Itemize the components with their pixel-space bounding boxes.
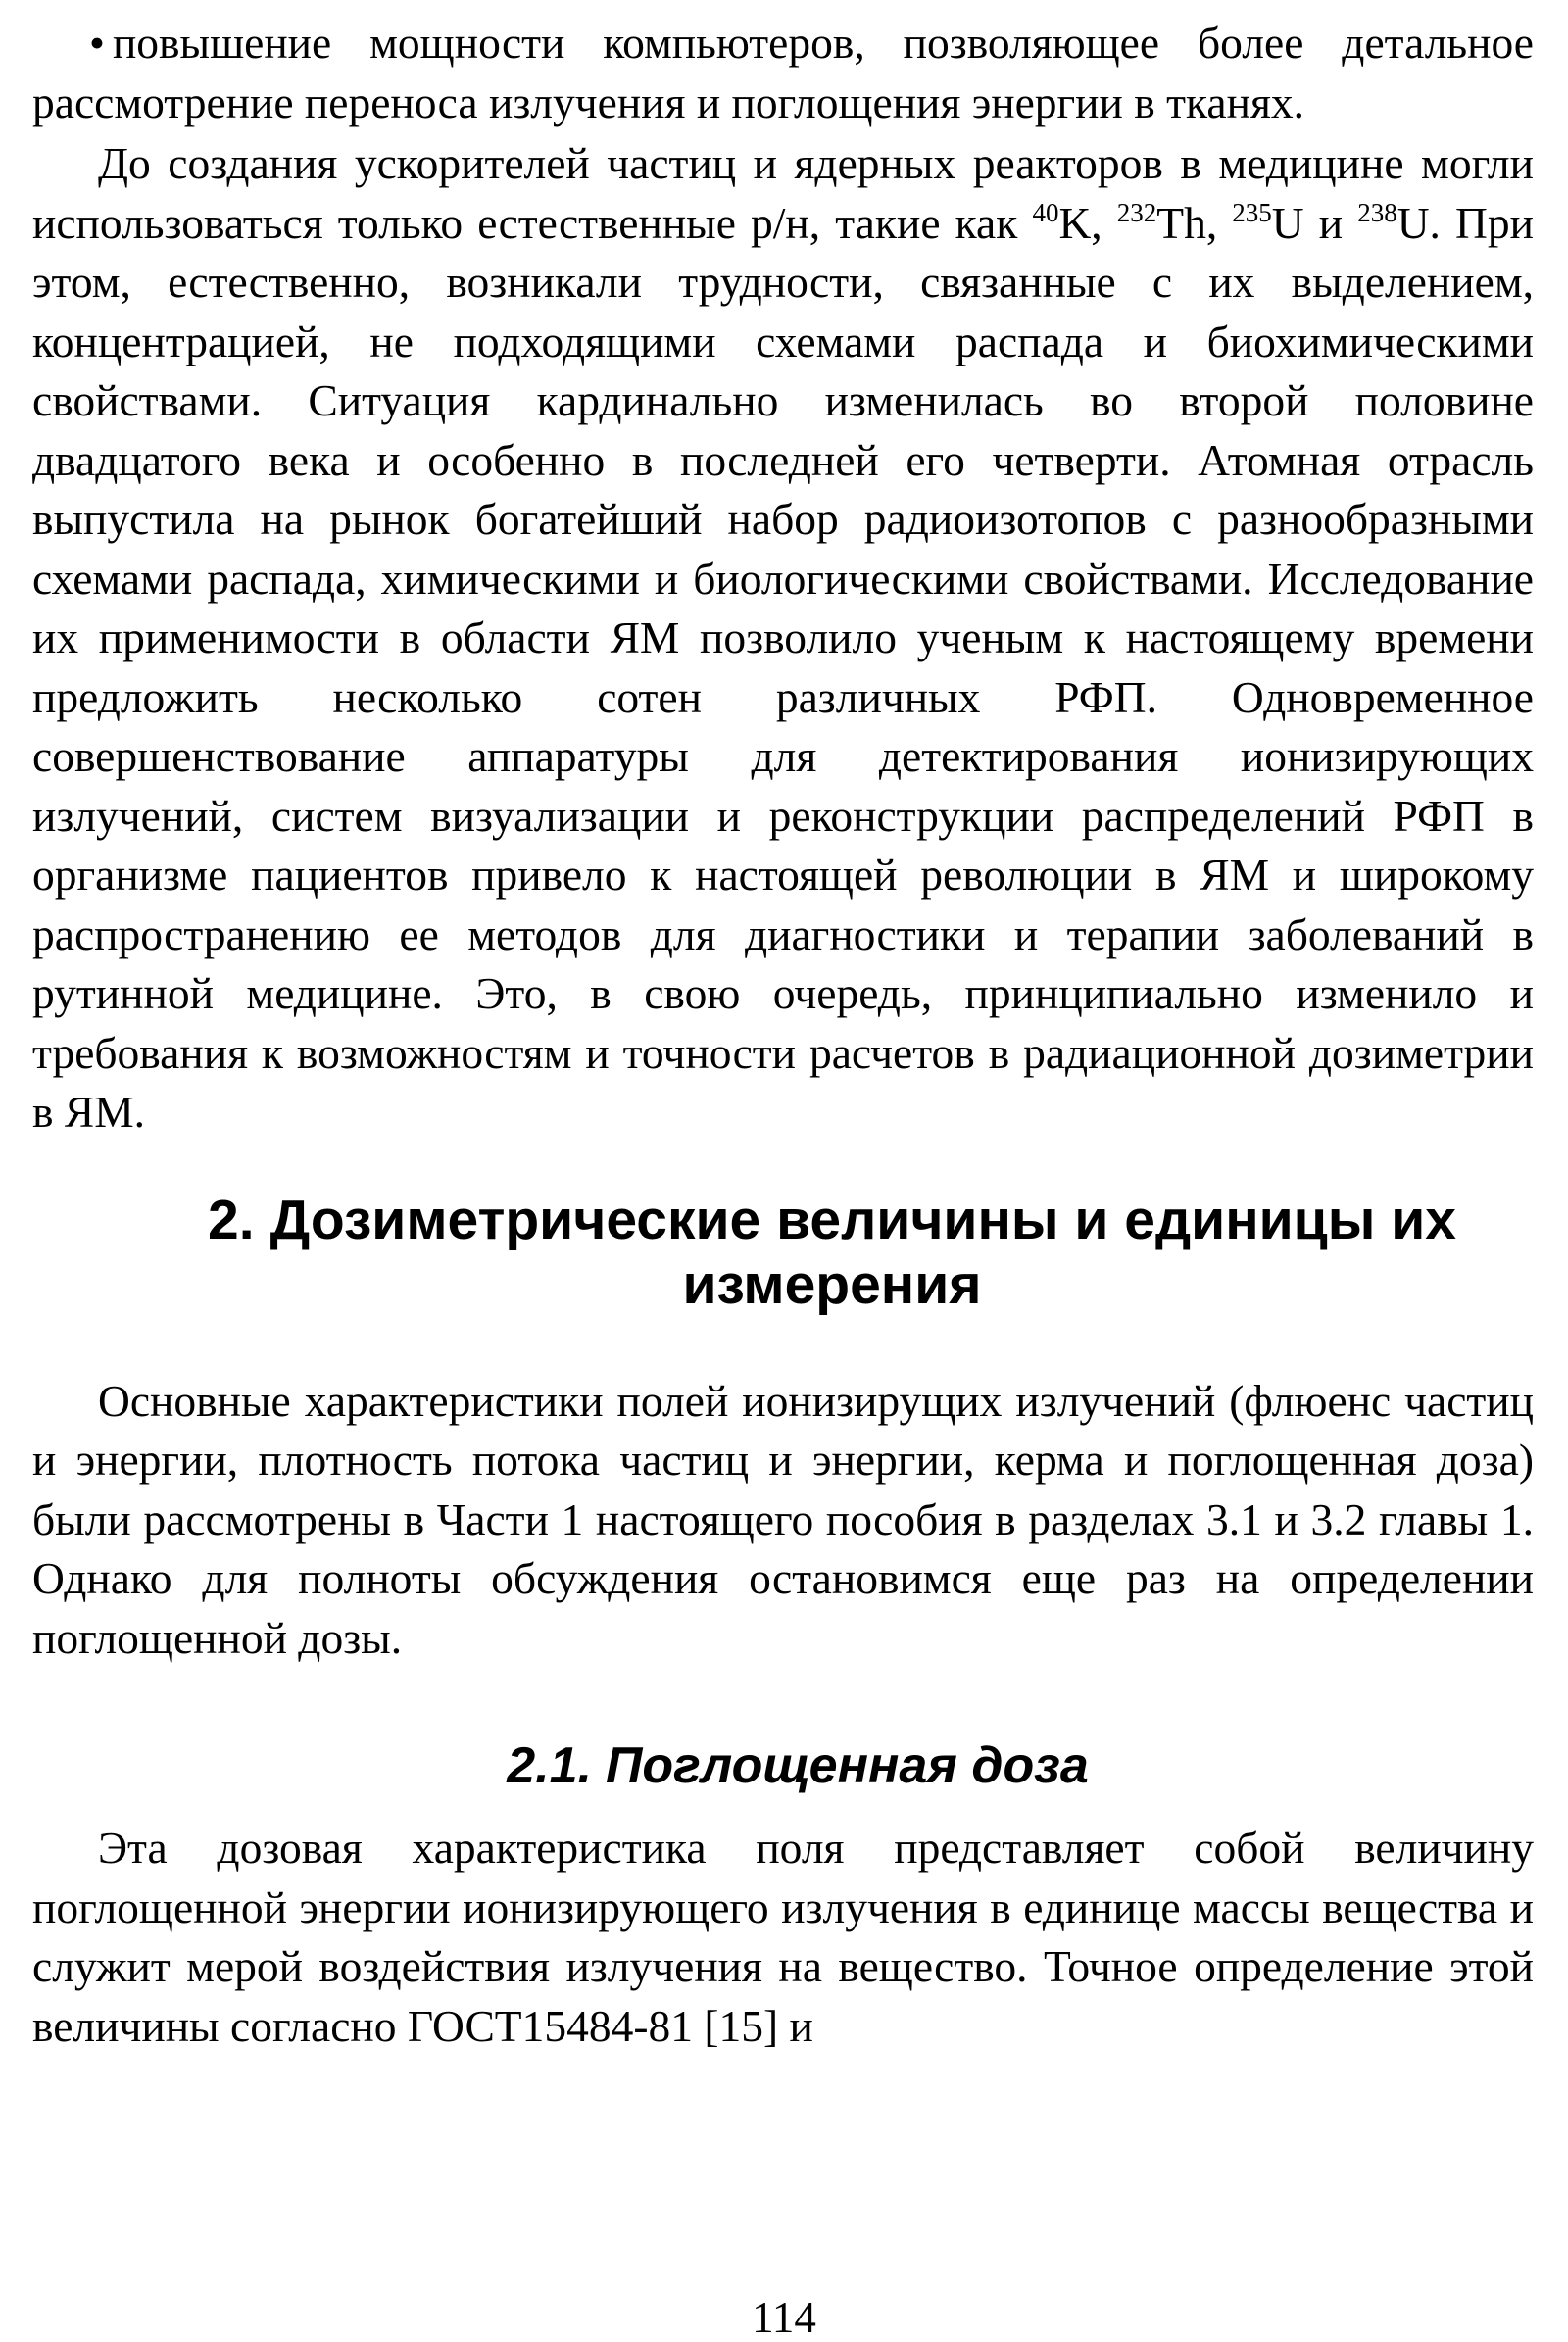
isotope-symbol: Th, bbox=[1156, 197, 1233, 248]
subsection-number: 2.1. bbox=[507, 1737, 592, 1794]
paragraph-text: U. При этом, естественно, возникали трудности, связанные с их выделением, концентрацией, не подходящими схемами распада и биохимическими свойствами. Ситуация кардинально изменилась во второй половине двадцатого века и особенно в последней его четверти. Атомная отрасль выпустила на рынок богатейший набор радиоизотопов с разнообразными схемами распада, химическими и биологическими свойствами. Исследование их применимости в области ЯМ позволило ученым к настоящему времени предложить несколько сотен различных РФП. Одновременное совершенствование аппаратуры для детектирования ионизирующих излучений, систем визуализации и реконструкции распределений РФП в организме пациентов привело к настоящей революции в ЯМ и широкому распространению ее методов для диагностики и терапии заболеваний в рутинной медицине. Это, в свою очередь, принципиально изменило и требования к возможностям и точности расчетов в радиационной дозиметрии в ЯМ. bbox=[32, 197, 1534, 1137]
bullet-text: повышение мощности компьютеров, позволяющее более детальное рассмотрение переноса излучения и поглощения энергии в тканях. bbox=[32, 18, 1534, 127]
isotope-mass: 232 bbox=[1116, 197, 1157, 227]
subsection-title: Поглощенная доза bbox=[605, 1737, 1089, 1794]
subsection-heading bbox=[32, 1736, 1534, 1795]
paragraph-text: До создания ускорителей частиц и ядерных реакторов в медицине могли использоваться только естественные р/н, такие как bbox=[32, 138, 1534, 248]
paragraph-absorbed-dose: Эта дозовая характеристика поля представляет собой величину поглощенной энергии ионизирующего излучения в единице массы вещества и служит мерой воздействия излучения на вещество. Точное определение этой величины согласно ГОСТ15484-81 [15] и bbox=[32, 1823, 1534, 2051]
page-content bbox=[32, 14, 1534, 2056]
isotope-mass: 235 bbox=[1232, 197, 1272, 227]
paragraph-intro: Основные характеристики полей ионизирущих излучений (флюенс частиц и энергии, плотность потока частиц и энергии, керма и поглощенная доза) были рассмотрены в Части 1 настоящего пособия в разделах 3.1 и 3.2 главы 1. Однако для полноты обсуждения остановимся еще раз на определении поглощенной дозы. bbox=[32, 1375, 1534, 1663]
section-heading bbox=[32, 1188, 1534, 1317]
isotope-mass: 40 bbox=[1032, 197, 1059, 227]
bullet-icon: • bbox=[89, 18, 105, 68]
section-number: 2. bbox=[208, 1188, 255, 1251]
paragraph-history bbox=[32, 134, 1534, 1143]
section-title: Дозиметрические величины и единицы их измерения bbox=[270, 1188, 1456, 1316]
page-number: 114 bbox=[752, 2293, 816, 2342]
bullet-item bbox=[32, 14, 1534, 132]
isotope-symbol: K, bbox=[1058, 197, 1102, 248]
isotope-mass: 238 bbox=[1357, 197, 1397, 227]
isotope-symbol: U и bbox=[1271, 197, 1358, 248]
